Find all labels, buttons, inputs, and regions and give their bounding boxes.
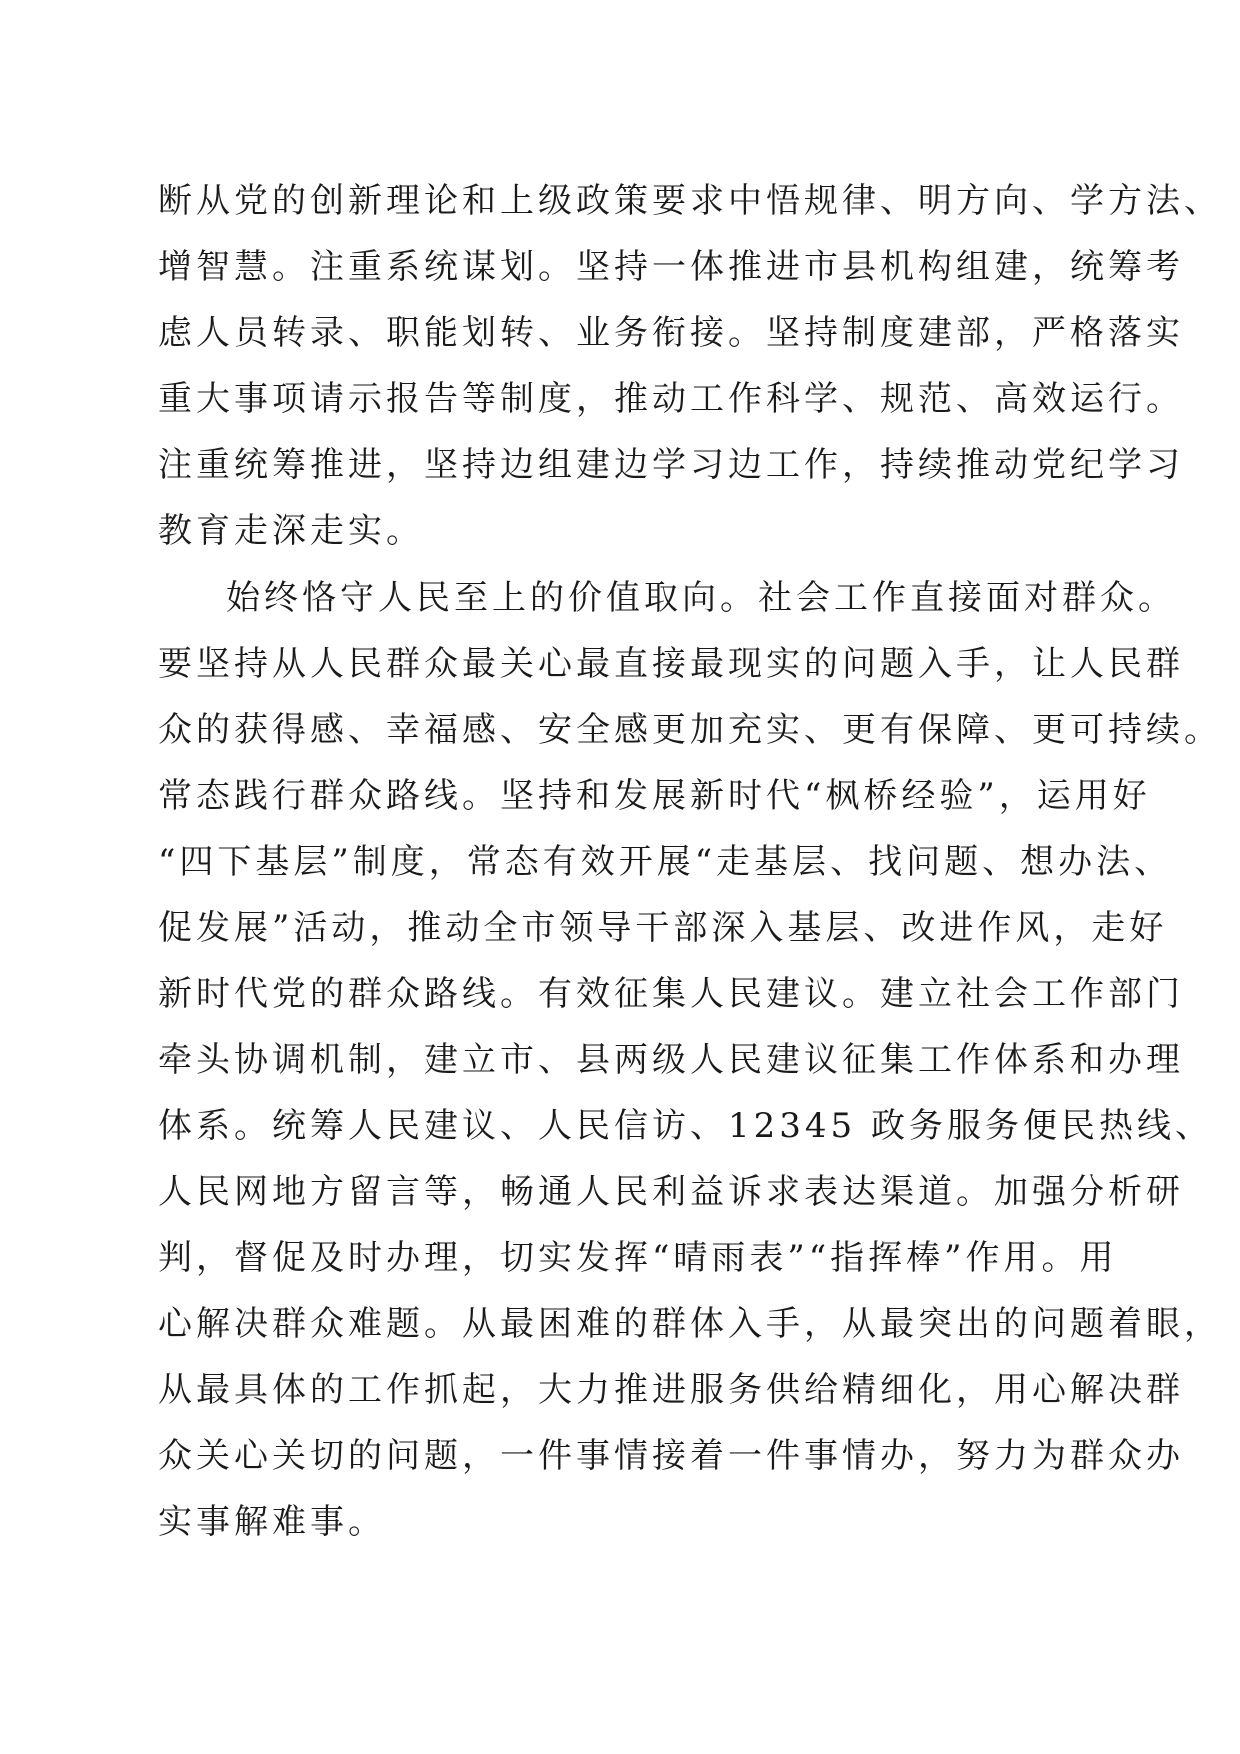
text-line: 要坚持从人民群众最关心最直接最现实的问题入手，让人民群: [158, 644, 1184, 684]
text-line: 牵头协调机制，建立市、县两级人民建议征集工作体系和办理: [158, 1040, 1184, 1080]
text-line: 众关心关切的问题，一件事情接着一件事情办，努力为群众办: [158, 1436, 1184, 1476]
text-line: “四下基层”制度，常态有效开展“走基层、找问题、想办法、: [158, 842, 1173, 882]
text-line: 断从党的创新理论和上级政策要求中悟规律、明方向、学方法、: [158, 181, 1222, 221]
text-line: 注重统筹推进，坚持边组建边学习边工作，持续推动党纪学习: [158, 445, 1184, 485]
text-line: 重大事项请示报告等制度，推动工作科学、规范、高效运行。: [158, 379, 1184, 419]
text-line: 教育走深走实。: [158, 511, 424, 551]
text-line: 增智慧。注重系统谋划。坚持一体推进市县机构组建，统筹考: [158, 247, 1184, 287]
text-line: 从最具体的工作抓起，大力推进服务供给精细化，用心解决群: [158, 1370, 1184, 1410]
paragraph-continuation: [158, 168, 1222, 564]
text-line: 促发展”活动，推动全市领导干部深入基层、改进作风，走好: [158, 908, 1168, 948]
paragraph-people-first: [158, 565, 1222, 1555]
text-line: 众的获得感、幸福感、安全感更加充实、更有保障、更可持续。: [158, 710, 1222, 750]
text-line: 实事解难事。: [158, 1502, 386, 1542]
text-line: 体系。统筹人民建议、人民信访、12345 政务服务便民热线、: [158, 1106, 1213, 1146]
text-line: 心解决群众难题。从最困难的群体入手，从最突出的问题着眼，: [158, 1304, 1222, 1344]
text-line: 始终恪守人民至上的价值取向。社会工作直接面对群众。: [226, 578, 1176, 618]
text-line: 虑人员转录、职能划转、业务衔接。坚持制度建部，严格落实: [158, 313, 1184, 353]
text-line: 常态践行群众路线。坚持和发展新时代“枫桥经验”，运用好: [158, 776, 1151, 816]
text-line: 人民网地方留言等，畅通人民利益诉求表达渠道。加强分析研: [158, 1172, 1184, 1212]
text-line: 新时代党的群众路线。有效征集人民建议。建立社会工作部门: [158, 974, 1184, 1014]
text-line: 判，督促及时办理，切实发挥“晴雨表”“指挥棒”作用。用: [158, 1238, 1118, 1278]
